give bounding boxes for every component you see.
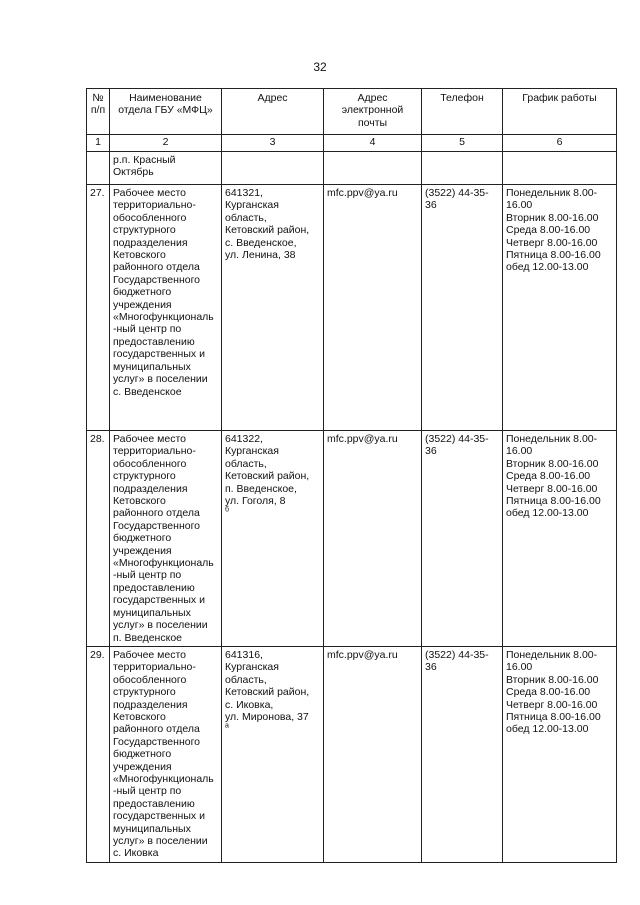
text-line: р.п. Красный bbox=[113, 154, 176, 166]
text-line: услуг» в поселении bbox=[113, 835, 208, 847]
text-line: бюджетного bbox=[113, 532, 172, 545]
text-line: Курганская bbox=[225, 199, 279, 212]
text-line: 36 bbox=[425, 445, 437, 458]
text-line: обед 12.00-13.00 bbox=[506, 261, 589, 274]
text-line: структурного bbox=[113, 224, 176, 237]
text-line: (3522) 44-35- bbox=[425, 433, 489, 445]
text-line: учреждения bbox=[113, 760, 172, 773]
cell-name bbox=[110, 646, 222, 862]
text-line: п. Введенское bbox=[113, 631, 182, 644]
text-line: Государственного bbox=[113, 519, 201, 532]
text-line: учреждения bbox=[113, 298, 172, 311]
text-line: Кетовского bbox=[113, 710, 166, 723]
text-line: область, bbox=[225, 211, 267, 224]
text-line: с. Иковка, bbox=[225, 698, 274, 711]
text-line: Вторник 8.00-16.00 bbox=[506, 211, 599, 224]
text-line: территориально- bbox=[113, 199, 196, 212]
text-line: обособленного bbox=[113, 457, 187, 470]
address-street: ул. Миронова, 37 $^а$ bbox=[225, 710, 309, 730]
text-line: (3522) 44-35- bbox=[425, 648, 489, 661]
header-address bbox=[222, 89, 324, 135]
cell-schedule bbox=[503, 646, 617, 862]
text-line: территориально- bbox=[113, 661, 196, 674]
cell-address bbox=[222, 185, 324, 431]
cell-email: mfc.ppv@ya.ru bbox=[324, 185, 422, 431]
column-number: 6 bbox=[503, 135, 617, 152]
text-line: Кетовского bbox=[113, 249, 166, 262]
text-line: 36 bbox=[425, 661, 437, 674]
text-line: районного отдела bbox=[113, 261, 200, 274]
text-line: Вторник 8.00-16.00 bbox=[506, 673, 599, 686]
cell-email: mfc.ppv@ya.ru bbox=[324, 646, 422, 862]
text-line: Понедельник 8.00- bbox=[506, 187, 598, 199]
cell-num bbox=[87, 152, 110, 185]
text-line: -ный центр по bbox=[113, 323, 182, 336]
text-line: 16.00 bbox=[506, 661, 533, 674]
column-number: 1 bbox=[87, 135, 110, 152]
text-line: Среда 8.00-16.00 bbox=[506, 470, 591, 483]
text-line: Вторник 8.00-16.00 bbox=[506, 457, 599, 470]
text-line: Наименование bbox=[129, 92, 202, 104]
header-phone bbox=[422, 89, 503, 135]
text-line: Курганская bbox=[225, 661, 279, 674]
text-line: 36 bbox=[425, 199, 437, 212]
address-lines bbox=[225, 649, 320, 711]
text-line: услуг» в поселении bbox=[113, 619, 208, 632]
text-line: бюджетного bbox=[113, 748, 172, 761]
column-number: 3 bbox=[222, 135, 324, 152]
text-line: учреждения bbox=[113, 544, 172, 557]
cell-name bbox=[110, 431, 222, 647]
column-number-row bbox=[87, 135, 617, 152]
text-line: п. Введенское, bbox=[225, 482, 297, 495]
text-line: Рабочее место bbox=[113, 187, 187, 199]
cell-name bbox=[110, 152, 222, 185]
text-line: территориально- bbox=[113, 445, 196, 458]
text-line: подразделения bbox=[113, 236, 188, 249]
text-line: ул. Ленина, 38 bbox=[225, 249, 296, 262]
text-line: с. Введенское, bbox=[225, 236, 297, 249]
text-line: муниципальных bbox=[113, 822, 191, 835]
cell-name bbox=[110, 185, 222, 431]
text-line: Рабочее место bbox=[113, 433, 187, 445]
text-line: Государственного bbox=[113, 273, 201, 286]
text-line: обед 12.00-13.00 bbox=[506, 723, 589, 736]
text-line: «Многофункциональ bbox=[113, 772, 214, 785]
text-line: «Многофункциональ bbox=[113, 311, 214, 324]
text-line: предоставлению bbox=[113, 335, 195, 348]
text-line: область, bbox=[225, 457, 267, 470]
cell-num: 28. bbox=[87, 431, 110, 647]
text-line: Кетовский район, bbox=[225, 686, 310, 699]
text-line: 641322, bbox=[225, 433, 263, 445]
cell-phone bbox=[422, 152, 503, 185]
text-line: районного отдела bbox=[113, 507, 200, 520]
text-line: Понедельник 8.00- bbox=[506, 648, 598, 661]
text-line: Пятница 8.00-16.00 bbox=[506, 710, 601, 723]
table-row bbox=[87, 646, 617, 862]
text-line: обособленного bbox=[113, 211, 187, 224]
header-email bbox=[324, 89, 422, 135]
text-line: 16.00 bbox=[506, 199, 533, 212]
header-name bbox=[110, 89, 222, 135]
header-row bbox=[87, 89, 617, 135]
text-line: Государственного bbox=[113, 735, 201, 748]
page-number: 32 bbox=[313, 60, 327, 74]
text-line: Октябрь bbox=[113, 166, 154, 179]
cell-email bbox=[324, 152, 422, 185]
text-line: Кетовского bbox=[113, 495, 166, 508]
cell-schedule bbox=[503, 185, 617, 431]
text-line: Среда 8.00-16.00 bbox=[506, 686, 591, 699]
cell-schedule bbox=[503, 431, 617, 647]
text-line: предоставлению bbox=[113, 797, 195, 810]
text-line: Пятница 8.00-16.00 bbox=[506, 495, 601, 508]
cell-phone bbox=[422, 431, 503, 647]
text-line: Рабочее место bbox=[113, 648, 187, 661]
text-line: структурного bbox=[113, 686, 176, 699]
text-line: подразделения bbox=[113, 482, 188, 495]
text-line: государственных и bbox=[113, 594, 205, 607]
text-line: структурного bbox=[113, 470, 176, 483]
text-line: муниципальных bbox=[113, 360, 191, 373]
header-num bbox=[87, 89, 110, 135]
column-number: 2 bbox=[110, 135, 222, 152]
text-line: Курганская bbox=[225, 445, 279, 458]
text-line: государственных и bbox=[113, 810, 205, 823]
text-line: п/п bbox=[90, 104, 106, 117]
text-line: с. Иковка bbox=[113, 847, 159, 860]
text-line: область, bbox=[225, 673, 267, 686]
text-line: Четверг 8.00-16.00 bbox=[506, 236, 598, 249]
text-line: государственных и bbox=[113, 348, 205, 361]
header-schedule bbox=[503, 89, 617, 135]
text-line: 641321, bbox=[225, 187, 263, 199]
text-line: обособленного bbox=[113, 673, 187, 686]
cell-phone bbox=[422, 646, 503, 862]
text-line: 16.00 bbox=[506, 445, 533, 458]
cell-email: mfc.ppv@ya.ru bbox=[324, 431, 422, 647]
text-line: Кетовский район, bbox=[225, 470, 310, 483]
cell-phone bbox=[422, 185, 503, 431]
text-line: обед 12.00-13.00 bbox=[506, 507, 589, 520]
text-line: Пятница 8.00-16.00 bbox=[506, 249, 601, 262]
text-line: «Многофункциональ bbox=[113, 557, 214, 570]
text-line: электронной bbox=[341, 104, 404, 117]
text-line: Четверг 8.00-16.00 bbox=[506, 482, 598, 495]
cell-num: 29. bbox=[87, 646, 110, 862]
cell-schedule bbox=[503, 152, 617, 185]
offices-table bbox=[86, 88, 617, 863]
column-number: 4 bbox=[324, 135, 422, 152]
cell-address bbox=[222, 646, 324, 862]
text-line: почты bbox=[357, 116, 388, 129]
table-row bbox=[87, 185, 617, 431]
cell-num: 27. bbox=[87, 185, 110, 431]
text-line: муниципальных bbox=[113, 606, 191, 619]
text-line: 641316, bbox=[225, 648, 263, 661]
text-line: с. Введенское bbox=[113, 385, 182, 398]
address-lines bbox=[225, 433, 320, 495]
table-row-continuation bbox=[87, 152, 617, 185]
address-superscript: а bbox=[225, 722, 229, 730]
cell-address bbox=[222, 431, 324, 647]
text-line: районного отдела bbox=[113, 723, 200, 736]
address-superscript: б bbox=[225, 506, 230, 514]
text-line: подразделения bbox=[113, 698, 188, 711]
text-line: услуг» в поселении bbox=[113, 373, 208, 386]
text-line: -ный центр по bbox=[113, 569, 182, 582]
table-row bbox=[87, 431, 617, 647]
text-line: Среда 8.00-16.00 bbox=[506, 224, 591, 237]
text-line: Кетовский район, bbox=[225, 224, 310, 237]
text-line: График работы bbox=[522, 92, 597, 104]
text-line: Понедельник 8.00- bbox=[506, 433, 598, 445]
text-line: -ный центр по bbox=[113, 785, 182, 798]
cell-address bbox=[222, 152, 324, 185]
text-line: Четверг 8.00-16.00 bbox=[506, 698, 598, 711]
text-line: № bbox=[92, 92, 104, 104]
text-line: предоставлению bbox=[113, 581, 195, 594]
column-number: 5 bbox=[422, 135, 503, 152]
text-line: отдела ГБУ «МФЦ» bbox=[118, 104, 213, 117]
text-line: бюджетного bbox=[113, 286, 172, 299]
text-line: Телефон bbox=[440, 92, 484, 104]
address-street: ул. Гоголя, 8 $^б$ bbox=[225, 495, 286, 514]
text-line: Адрес bbox=[257, 92, 288, 104]
text-line: (3522) 44-35- bbox=[425, 187, 489, 199]
text-line: Адрес bbox=[357, 92, 388, 104]
